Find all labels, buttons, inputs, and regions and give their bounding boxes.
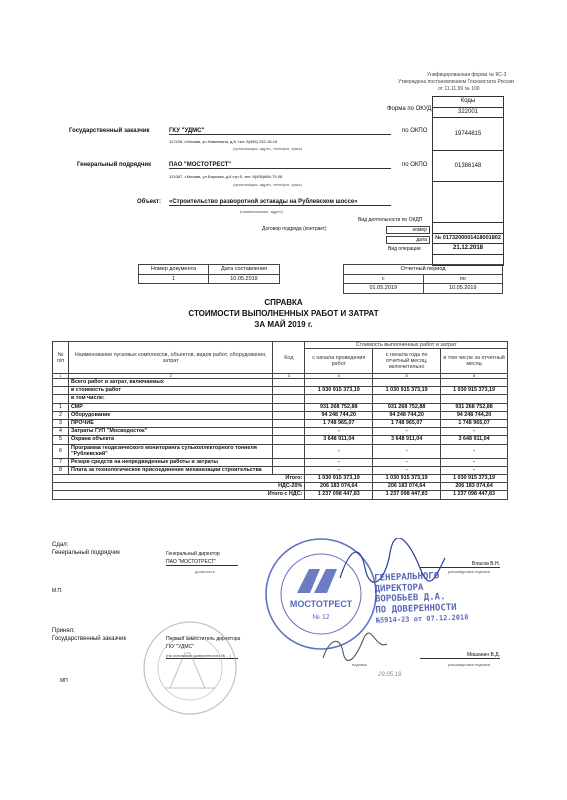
object-caption: (наименование, адрес)	[240, 209, 283, 214]
customer-okpo-label: по ОКПО	[402, 128, 428, 134]
row-code	[273, 403, 305, 411]
header-cost: Стоимость выполненных работ и затрат	[305, 342, 508, 349]
rect-stamp-line1: ГЕНЕРАЛЬНОГО	[374, 571, 440, 584]
row-since-start: 1 748 965,07	[305, 420, 373, 428]
row-code	[273, 411, 305, 419]
doc-table	[138, 264, 280, 284]
doc-col2: Дата составления	[208, 265, 279, 275]
table-totals	[53, 475, 508, 500]
header-since-start: с начала проведения работ	[305, 349, 373, 374]
total-value: 1 237 098 447,83	[373, 491, 441, 499]
table-row	[53, 403, 508, 411]
customer-round-stamp	[140, 618, 240, 718]
contractor-person: Власов В.Н.	[420, 561, 500, 568]
handed-label: Сдал:	[52, 542, 69, 548]
mp-1: М.П.	[52, 588, 63, 594]
doc-number: 1	[139, 274, 209, 284]
row-month: 1 748 965,07	[441, 420, 508, 428]
row-since-start: 931 268 752,88	[305, 403, 373, 411]
contractor-org: ПАО "МОСТОТРЕСТ"	[166, 559, 238, 566]
row-since-year: 931 268 752,88	[373, 403, 441, 411]
row-since-start	[305, 395, 373, 403]
period-header: Отчетный период	[344, 265, 503, 275]
date-label: дата	[386, 236, 430, 244]
period-from: 01.05.2019	[344, 284, 424, 294]
rect-stamp-line4: ПО ДОВЕРЕННОСТИ	[375, 602, 457, 616]
table-row	[53, 387, 508, 395]
contractor-name: ПАО "МОСТОТРЕСТ"	[169, 162, 391, 169]
row-num	[53, 395, 69, 403]
row-num	[53, 379, 69, 387]
operation-label: Вид операции	[388, 246, 421, 252]
handwritten-date: 29.05.19	[378, 672, 402, 678]
form-header-line1: Унифицированная форма № КС-3	[427, 72, 507, 78]
row-code	[273, 395, 305, 403]
round-stamp-text: МОСТОТРЕСТ	[289, 599, 353, 609]
customer-org-sig: ГКУ "УДМС"	[166, 644, 194, 650]
col-num-3: 3	[273, 374, 305, 379]
row-num: 8	[53, 466, 69, 474]
mp-2: МП	[60, 678, 68, 684]
total-label: Итого с НДС:	[53, 491, 305, 499]
row-code	[273, 458, 305, 466]
row-since-year: 1 030 915 373,19	[373, 387, 441, 395]
row-month: 1 030 915 373,19	[441, 387, 508, 395]
row-month: -	[441, 428, 508, 436]
okud-label: Форма по ОКУД	[387, 106, 432, 112]
customer-name: ГКУ "УДМС"	[169, 128, 391, 135]
row-since-start	[305, 379, 373, 387]
okpo-contractor: 01386148	[433, 151, 503, 182]
row-since-start: 94 248 744,20	[305, 411, 373, 419]
row-since-start: -	[305, 444, 373, 458]
row-since-year: 1 748 965,07	[373, 420, 441, 428]
period-from-label: с	[344, 274, 424, 284]
title-line2: СТОИМОСТИ ВЫПОЛНЕННЫХ РАБОТ И ЗАТРАТ	[188, 309, 379, 318]
row-month: -	[441, 466, 508, 474]
period-table	[343, 264, 503, 294]
customer-address: 117435, г.Москва, ул.Наметкина, д.8, тел: 8(495) 232-15-19	[169, 139, 278, 144]
row-name: Оборудование	[68, 411, 272, 419]
row-name: Всего работ и затрат, включаемых	[68, 379, 272, 387]
row-since-start: -	[305, 428, 373, 436]
row-since-year: -	[373, 466, 441, 474]
header-month: в том числе за отчетный месяц	[441, 349, 508, 374]
doc-col1: Номер документа	[139, 265, 209, 275]
row-name: Плата за технологическое присоединение механизации строительства	[68, 466, 272, 474]
total-label: НДС-20%	[53, 483, 305, 491]
row-num: 4	[53, 428, 69, 436]
row-name: Резерв средств на непредвиденные работы и затраты	[68, 458, 272, 466]
table-row	[53, 436, 508, 444]
row-name: ПРОЧИЕ	[68, 420, 272, 428]
object-name: «Строительство разворотной эстакады на Рублевском шоссе»	[169, 199, 391, 206]
total-value: 206 183 074,64	[441, 483, 508, 491]
contract-number-value: № 0173200001418001802	[433, 234, 503, 245]
title-line3: ЗА МАЙ 2019 г.	[254, 320, 313, 329]
header-code: Код	[273, 342, 305, 374]
header-since-year: с начала года по отчетный месяц, включительно	[373, 349, 441, 374]
row-code	[273, 379, 305, 387]
position-caption-1: должность	[195, 569, 215, 574]
form-header-line2: Утверждена постановлением Госкомстата России	[398, 79, 514, 85]
row-code	[273, 436, 305, 444]
customer-caption: (организация, адрес, телефон, факс)	[233, 146, 303, 151]
row-since-year: -	[373, 458, 441, 466]
col-num-5: 5	[373, 374, 441, 379]
row-month: 94 248 744,20	[441, 411, 508, 419]
row-name: Охрана объекта	[68, 436, 272, 444]
contract-label: Договор подряда (контракт)	[262, 226, 327, 232]
total-value: 206 183 074,64	[305, 483, 373, 491]
row-month: 3 648 911,04	[441, 436, 508, 444]
row-since-year: 94 248 744,20	[373, 411, 441, 419]
row-name: в стоимость работ	[68, 387, 272, 395]
total-label: Итого:	[53, 475, 305, 483]
contractor-okpo-label: по ОКПО	[402, 162, 428, 168]
accepted-label: Принял:	[52, 628, 75, 634]
row-code	[273, 428, 305, 436]
row-code	[273, 387, 305, 395]
table-row	[53, 411, 508, 419]
person-caption-1: расшифровка подписи	[448, 569, 491, 574]
row-code	[273, 444, 305, 458]
contractor-address: 121087, г.Москва, ул.Барклая, д.6 стр.5, тел: 8(495)669-79-08	[169, 174, 283, 179]
number-label: номер	[386, 226, 430, 234]
row-month	[441, 395, 508, 403]
customer-signature	[315, 630, 395, 666]
contractor-caption: (организация, адрес, телефон, факс)	[233, 182, 303, 187]
row-month	[441, 379, 508, 387]
customer-position: Первый заместитель директора	[166, 636, 241, 642]
round-stamp-number: № 12	[312, 614, 330, 621]
row-name: Программа геодезического мониторинга сульколлекторного тоннеля "Рублевский"	[68, 444, 272, 458]
row-code	[273, 420, 305, 428]
contractor-position: Генеральный директор	[166, 551, 220, 557]
contractor-label: Генеральный подрядчик	[77, 162, 152, 168]
table-row	[53, 444, 508, 458]
col-num-1: 1	[53, 374, 69, 379]
object-label: Объект:	[137, 199, 161, 205]
sig-customer-label: Государственный заказчик	[52, 636, 127, 642]
row-since-year: -	[373, 444, 441, 458]
customer-person: Мишанин В.Д.	[420, 652, 500, 659]
total-value: 1 030 915 373,19	[441, 475, 508, 483]
row-month: 931 268 752,88	[441, 403, 508, 411]
rect-stamp-line2: ДИРЕКТОРА	[374, 582, 424, 595]
total-value: 1 030 915 373,19	[305, 475, 373, 483]
title-line1: СПРАВКА	[264, 298, 303, 307]
bridge-emblem-icon	[165, 653, 215, 688]
total-value: 1 030 915 373,19	[373, 475, 441, 483]
header-name: Наименование пусковых комплексов, объектов, видов работ, оборудования, затрат	[68, 342, 272, 374]
row-code	[273, 466, 305, 474]
period-to-label: по	[423, 274, 503, 284]
row-num: 1	[53, 403, 69, 411]
table-row	[53, 458, 508, 466]
rect-stamp-line3: ВОРОБЬЕВ Д.А.	[374, 592, 446, 605]
table-row	[53, 379, 508, 387]
row-since-start: -	[305, 466, 373, 474]
table-row	[53, 428, 508, 436]
table-row	[53, 420, 508, 428]
sig-contractor-label: Генеральный подрядчик	[52, 550, 120, 556]
okpo-customer: 19744815	[433, 118, 503, 151]
customer-basis: (на основании доверенности № ...)	[166, 653, 238, 659]
contract-date-value: 21.12.2018	[433, 244, 503, 255]
row-since-year: 3 648 911,04	[373, 436, 441, 444]
row-month: -	[441, 458, 508, 466]
row-name: СМР	[68, 403, 272, 411]
row-month: -	[441, 444, 508, 458]
row-since-start: 3 648 911,04	[305, 436, 373, 444]
row-num: 6	[53, 444, 69, 458]
row-since-year: -	[373, 428, 441, 436]
row-num: 5	[53, 436, 69, 444]
total-value: 1 237 098 447,83	[305, 491, 373, 499]
col-num-2: 2	[68, 374, 272, 379]
header-num: № п/п	[53, 342, 69, 374]
codes-header: Коды	[433, 97, 503, 108]
sign-caption: подпись	[352, 662, 368, 667]
total-row	[53, 475, 508, 483]
rect-stamp-line5: №5914-23 от 07.12.2018	[375, 613, 469, 625]
row-num	[53, 387, 69, 395]
codes-box	[432, 96, 504, 266]
row-since-start: -	[305, 458, 373, 466]
total-value: 206 183 074,64	[373, 483, 441, 491]
row-since-start: 1 030 915 373,19	[305, 387, 373, 395]
row-name: Затраты ГУП "Мосводосток"	[68, 428, 272, 436]
contractor-signature	[330, 538, 450, 588]
codes-blank	[433, 182, 503, 223]
col-num-6: 6	[441, 374, 508, 379]
total-row	[53, 491, 508, 499]
period-to: 10.05.2019	[423, 284, 503, 294]
total-row	[53, 483, 508, 491]
person-caption-2: расшифровка подписи	[448, 662, 491, 667]
main-table	[52, 341, 508, 500]
table-row	[53, 466, 508, 474]
row-name: в том числе:	[68, 395, 272, 403]
col-num-4: 4	[305, 374, 373, 379]
row-num: 2	[53, 411, 69, 419]
activity-label: Вид деятельности по ОКДП	[358, 217, 423, 223]
customer-label: Государственный заказчик	[69, 128, 150, 134]
form-header-line3: от 11.11.99 № 100	[438, 86, 480, 92]
row-num: 7	[53, 458, 69, 466]
row-since-year	[373, 379, 441, 387]
doc-date: 10.05.2019	[208, 274, 279, 284]
row-num: 3	[53, 420, 69, 428]
activity-value	[433, 223, 503, 234]
okud-value: 322001	[433, 108, 503, 119]
total-value: 1 237 098 447,83	[441, 491, 508, 499]
table-body	[53, 379, 508, 475]
table-row	[53, 395, 508, 403]
row-since-year	[373, 395, 441, 403]
